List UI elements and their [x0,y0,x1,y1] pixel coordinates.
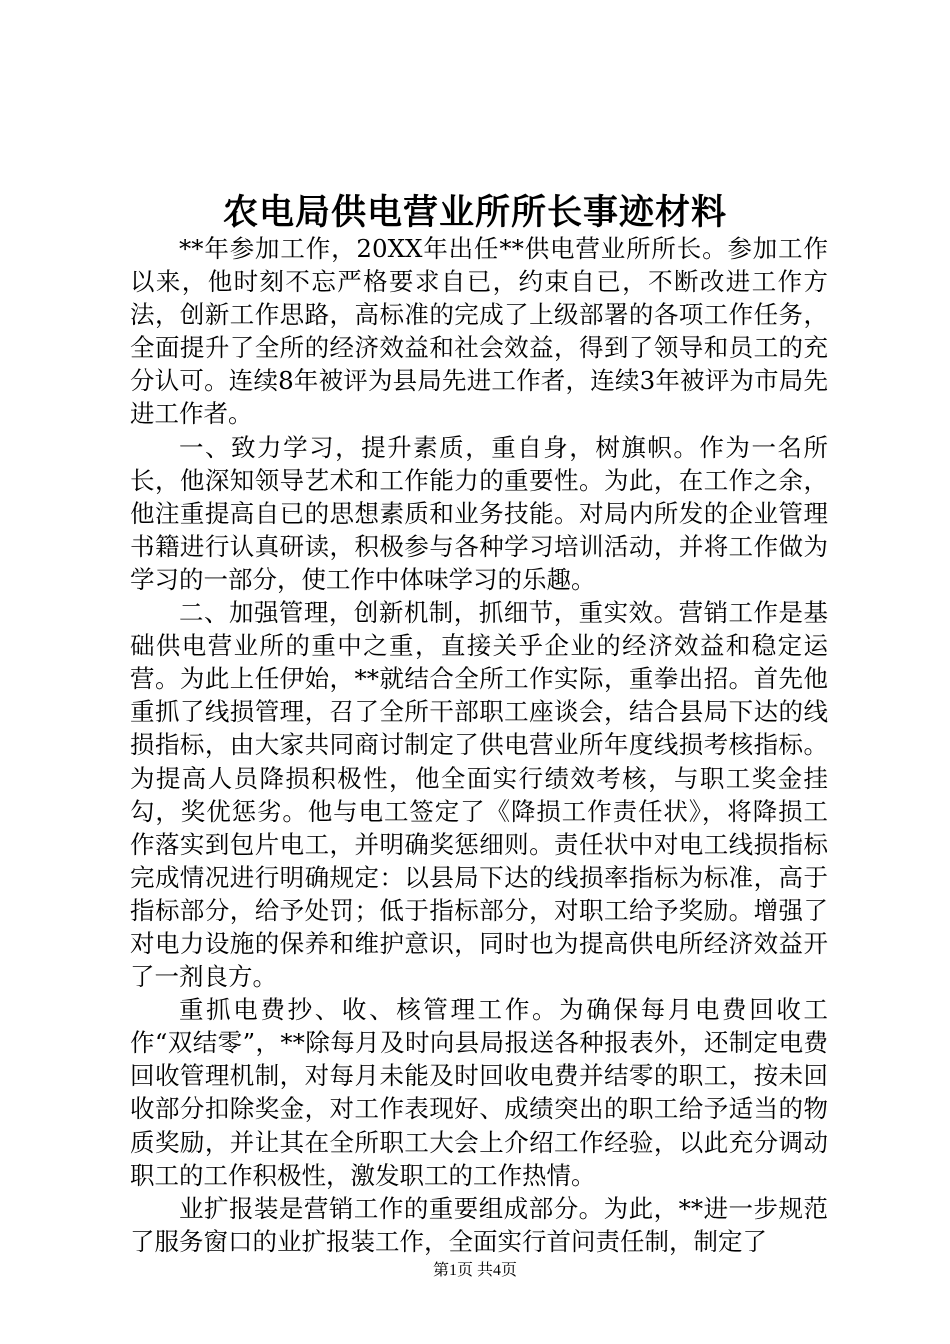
page-number: 第1页 共4页 [432,1262,517,1279]
document-body [130,232,828,1258]
paragraph: **年参加工作，20XX年出任**供电营业所所长。参加工作以来，他时刻不忘严格要求自已，约束自已，不断改进工作方法，创新工作思路，高标准的完成了上级部署的各项工作任务，全面提升了全所的经济效益和社会效益，得到了领导和员工的充分认可。连续8年被评为县局先进工作者，连续3年被评为市局先进工作者。 [130,234,828,429]
paragraph: 一、致力学习，提升素质，重自身，树旗帜。作为一名所长，他深知领导艺术和工作能力的重要性。为此，在工作之余，他注重提高自已的思想素质和业务技能。对局内所发的企业管理书籍进行认真研读，积极参与各种学习培训活动，并将工作做为学习的一部分，使工作中体味学习的乐趣。 [130,432,828,594]
document-title: 农电局供电营业所所长事迹材料 [222,192,727,233]
paragraph: 业扩报装是营销工作的重要组成部分。为此，**进一步规范了服务窗口的业扩报装工作，全面实行首问责任制，制定了 [130,1193,828,1256]
paragraph: 重抓电费抄、收、核管理工作。为确保每月电费回收工作“双结零”，**除每月及时向县局报送各种报表外，还制定电费回收管理机制，对每月未能及时回收电费并结零的职工，按未回收部分扣除奖金，对工作表现好、成绩突出的职工给予适当的物质奖励，并让其在全所职工大会上介绍工作经验，以此充分调动职工的工作积极性，激发职工的工作热情。 [130,995,828,1190]
paragraph: 二、加强管理，创新机制，抓细节，重实效。营销工作是基础供电营业所的重中之重，直接关乎企业的经济效益和稳定运营。为此上任伊始，**就结合全所工作实际，重拳出招。首先他重抓了线损管理，召了全所干部职工座谈会，结合县局下达的线损指标，由大家共同商讨制定了供电营业所年度线损考核指标。为提高人员降损积极性，他全面实行绩效考核，与职工奖金挂勾，奖优惩劣。他与电工签定了《降损工作责任状》，将降损工作落实到包片电工，并明确奖惩细则。责任状中对电工线损指标完成情况进行明确规定：以县局下达的线损率指标为标准，高于指标部分，给予处罚；低于指标部分，对职工给予奖励。增强了对电力设施的保养和维护意识，同时也为提高供电所经济效益开了一剂良方。 [130,598,828,992]
